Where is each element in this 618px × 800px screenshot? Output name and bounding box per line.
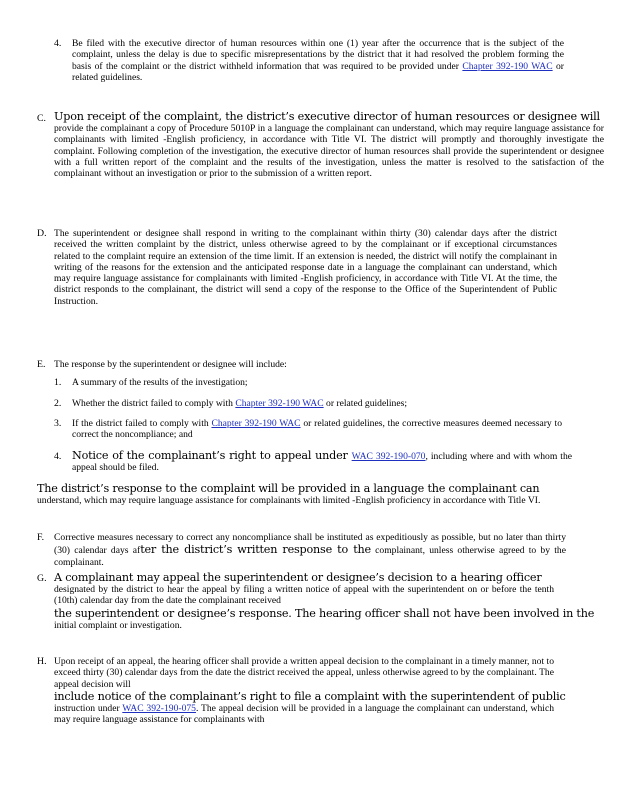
list-number: 4.	[54, 451, 62, 462]
list-number: 2.	[54, 398, 62, 409]
section-h-text	[54, 703, 554, 726]
appeal-notice-lead: Notice of the complainant’s right to appeal under	[72, 449, 352, 462]
section-f-text: complainant, unless otherwise agreed to by the complainant.	[54, 545, 566, 568]
section-c-body: provide the complainant a copy of Procedure 5010P in a language the complainant can understand, which may require language assistance for complainants with limited -English proficiency, in accordance with Title VI. The district will promptly and thoroughly investigate the complaint. Following completion of the investigation, the executive director of human resources shall provide the superintendent or designee with a full written report of the complaint and the results of the investigation, unless the matter is resolved to the satisfaction of the complainant without an investigation or prior to the submission of a written report.	[54, 123, 604, 180]
item-text: or related guidelines;	[323, 398, 408, 409]
wac-link[interactable]: Chapter 392-190 WAC	[235, 398, 324, 409]
section-f-text: Corrective measures necessary to correct any noncompliance shall be instituted as expeditiously as possible, but no later than thirty (30) calendar days af	[54, 532, 566, 557]
wac-link[interactable]: Chapter 392-190 WAC	[462, 60, 553, 72]
item-text: Whether the district failed to comply with	[72, 398, 236, 409]
section-e-intro: The response by the superintendent or designee will include:	[54, 359, 287, 370]
section-f	[54, 532, 566, 568]
section-h-lead: include notice of the complainant’s right to file a complaint with the superintendent of public	[54, 689, 566, 703]
section-g-lead: A complainant may appeal the superintendent or designee’s decision to a hearing officer	[54, 571, 542, 584]
section-letter: F.	[37, 532, 45, 543]
list-item-4b	[72, 449, 572, 474]
item-text: If the district failed to comply with	[72, 418, 212, 429]
section-h	[54, 656, 574, 725]
wac-link[interactable]: WAC 392-190-070	[351, 451, 426, 462]
item-text: Be filed with the executive director of human resources within one (1) year after the occurrence that is the subject of the complaint, unless the delay is due to specific misrepresentations by the district that it had resolved the problem forming the basis of the complaint or the district withheld information that was required to be provided under	[72, 38, 564, 72]
section-letter: D.	[37, 228, 47, 239]
wac-link[interactable]: Chapter 392-190 WAC	[211, 418, 301, 429]
wac-link[interactable]: WAC 392-190-075	[122, 702, 196, 714]
section-letter: G.	[37, 573, 47, 584]
section-g-lead-2: the superintendent or designee’s response. The hearing officer shall not have been involved in the	[54, 606, 595, 620]
section-h-text-b: . The appeal decision will be provided in a language the complainant can understand, which may require language assistance for complainants with	[54, 702, 554, 726]
section-h-text-a: instruction under	[54, 702, 123, 714]
list-number: 1.	[54, 377, 62, 388]
section-g-body: designated by the district to hear the appeal by filing a written notice of appeal with the superintendent on or before the tenth (10th) calendar day from the date the complainant received	[54, 584, 554, 607]
section-d: The superintendent or designee shall respond in writing to the complainant within thirty (30) calendar days after the district received the written complaint by the district, unless otherwise agreed to by the complainant or if exceptional circumstances related to the complaint require an extension of the time limit. If an extension is needed, the district will notify the complainant in writing of the reasons for the extension and the anticipated response date in a language the complainant can understand, which may require language assistance for complainants with limited -English proficiency, in accordance with Title VI. At the time, the district responds to the complainant, the district will send a copy of the response to the Office of the Superintendent of Public Instruction.	[54, 228, 557, 307]
item-text: or related guidelines, the corrective measures deemed necessary to correct the noncompliance; and	[72, 418, 562, 441]
list-item-1: A summary of the results of the investigation;	[72, 377, 248, 388]
list-number: 4.	[54, 38, 62, 49]
list-item-3	[72, 418, 562, 441]
section-letter: E.	[37, 359, 46, 370]
section-h-body: Upon receipt of an appeal, the hearing officer shall provide a written appeal decision to the complainant in a timely manner, not to exceed thirty (30) calendar days from the date the district received the appeal, unless otherwise agreed to by the complainant. The appeal decision will	[54, 656, 554, 690]
section-c	[54, 110, 604, 179]
response-note-lead: The district’s response to the complaint will be provided in a language the complainant can	[37, 482, 540, 495]
section-letter: C.	[37, 113, 46, 124]
list-item-4	[72, 38, 564, 83]
section-g	[54, 571, 599, 631]
list-number: 3.	[54, 418, 62, 429]
item-text: or related guidelines.	[72, 60, 564, 83]
response-note-body: understand, which may require language assistance for complainants with limited -English proficiency in accordance with Title VI.	[37, 495, 541, 506]
list-item-2	[72, 398, 562, 409]
section-f-lead: ter the district’s written response to the	[140, 543, 371, 557]
item-text: , including where and with whom the appeal should be filed.	[72, 451, 573, 474]
response-language-note	[37, 482, 567, 506]
section-g-body-2: initial complaint or investigation.	[54, 619, 182, 631]
section-c-lead: Upon receipt of the complaint, the district’s executive director of human resources or designee will	[54, 110, 600, 123]
section-letter: H.	[37, 656, 47, 667]
